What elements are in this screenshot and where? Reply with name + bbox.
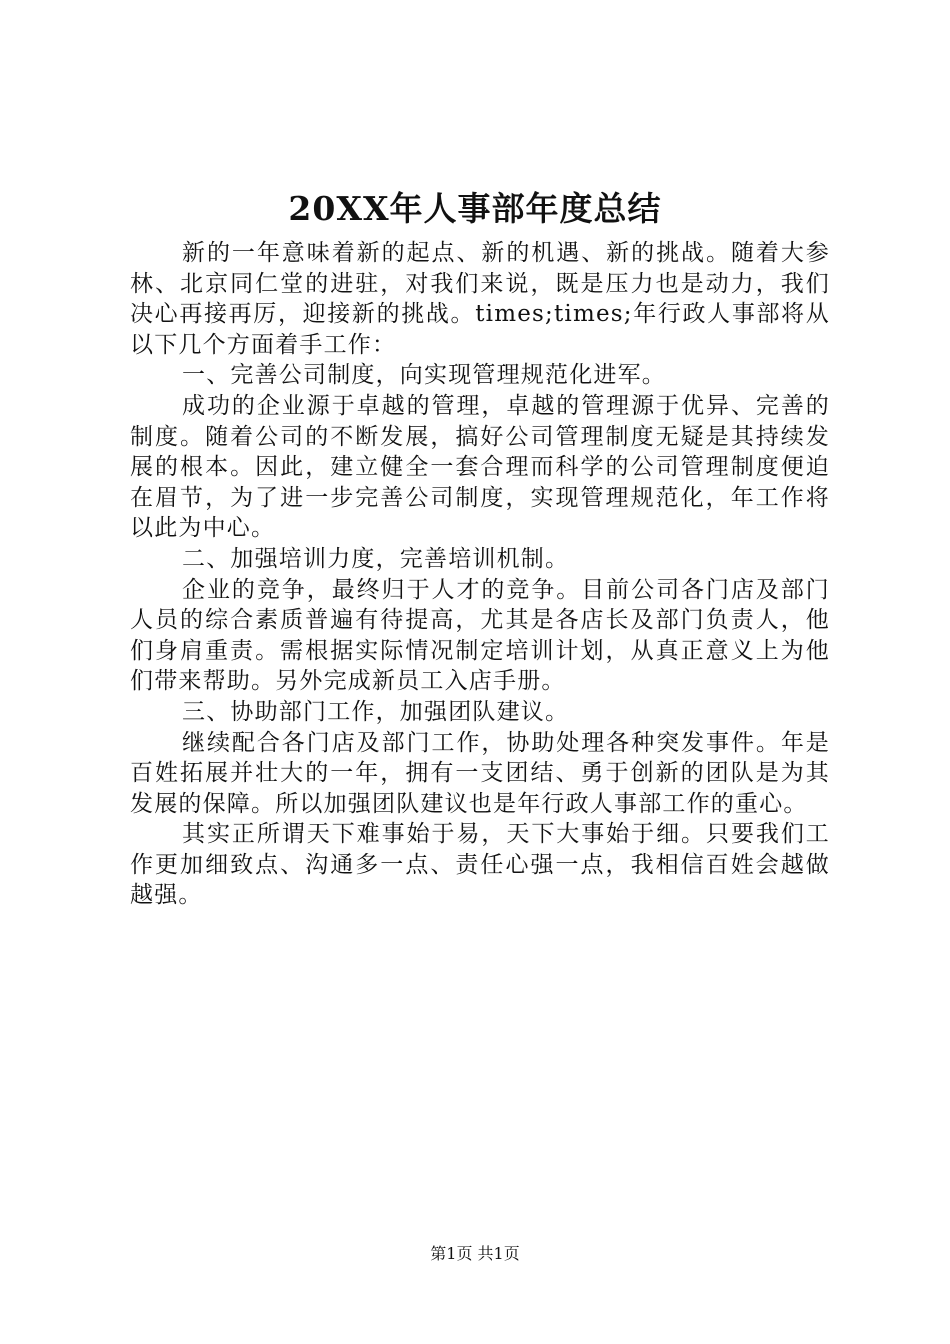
paragraph-intro: 新的一年意味着新的起点、新的机遇、新的挑战。随着大参林、北京同仁堂的进驻，对我们来说，既是压力也是动力，我们决心再接再厉，迎接新的挑战。times;times;年行政人事部将从以下几个方面着手工作： [130,240,830,358]
section-heading-2: 二、加强培训力度，完善培训机制。 [182,545,570,572]
section-heading-1: 一、完善公司制度，向实现管理规范化进军。 [182,362,666,389]
paragraph-section-3: 继续配合各门店及部门工作，协助处理各种突发事件。年是百姓拓展并壮大的一年，拥有一支团结、勇于创新的团队是为其发展的保障。所以加强团队建议也是年行政人事部工作的重心。 [130,729,830,817]
paragraph-conclusion: 其实正所谓天下难事始于易，天下大事始于细。只要我们工作更加细致点、沟通多一点、责任心强一点，我相信百姓会越做越强。 [130,821,830,909]
page-footer: 第1页 共1页 [430,1244,520,1263]
paragraph-section-2: 企业的竞争，最终归于人才的竞争。目前公司各门店及部门人员的综合素质普遍有待提高，尤其是各店长及部门负责人，他们身肩重责。需根据实际情况制定培训计划，从真正意义上为他们带来帮助。另外完成新员工入店手册。 [130,576,830,695]
document-title: 20XX年人事部年度总结 [288,189,662,228]
document-body [130,238,830,911]
section-heading-3: 三、协助部门工作，加强团队建议。 [182,698,570,725]
paragraph-section-1: 成功的企业源于卓越的管理，卓越的管理源于优异、完善的制度。随着公司的不断发展，搞好公司管理制度无疑是其持续发展的根本。因此，建立健全一套合理而科学的公司管理制度便迫在眉节，为了进一步完善公司制度，实现管理规范化，年工作将以此为中心。 [130,392,830,542]
